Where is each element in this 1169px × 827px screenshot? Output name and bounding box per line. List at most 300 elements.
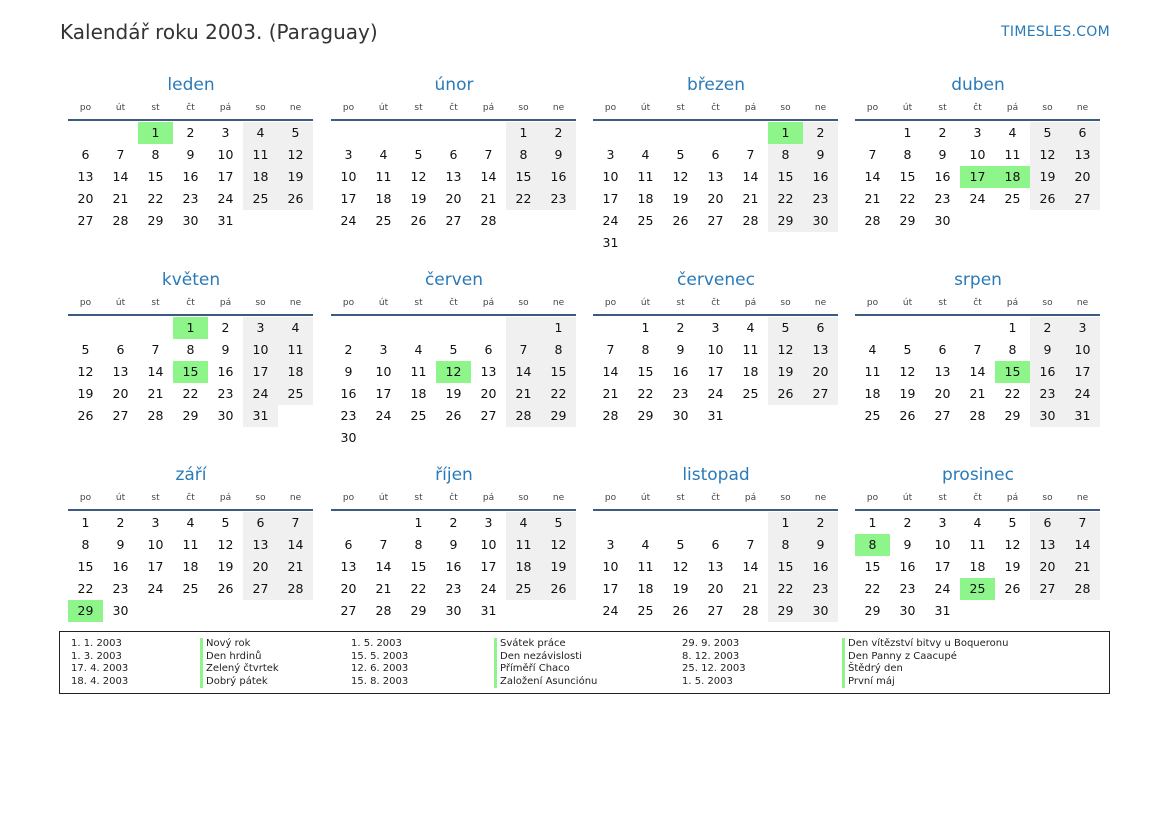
day-cell: 26 <box>1004 581 1021 596</box>
weekday-name: ne <box>1076 493 1089 503</box>
day-cell: 3 <box>606 537 615 552</box>
day-cell: 7 <box>746 537 755 552</box>
day-cell: 18 <box>506 556 541 578</box>
day-cell: 12 <box>217 537 234 552</box>
day-cell: 11 <box>410 364 427 379</box>
day-cell: 18 <box>182 559 199 574</box>
day-cell: 13 <box>707 559 724 574</box>
day-cell: 14 <box>480 169 497 184</box>
empty-day-cell <box>278 600 313 622</box>
day-cell: 12 <box>768 339 803 361</box>
day-cell: 26 <box>1030 188 1065 210</box>
empty-day-cell <box>733 512 768 534</box>
day-cell: 26 <box>672 603 689 618</box>
empty-day-cell <box>436 427 471 449</box>
weekday-name: st <box>414 298 423 308</box>
day-cell: 18 <box>637 191 654 206</box>
weekday-name: út <box>115 103 126 113</box>
day-cell: 13 <box>445 169 462 184</box>
day-cell: 30 <box>445 603 462 618</box>
day-cell: 1 <box>768 512 803 534</box>
weekday-name: po <box>866 103 879 113</box>
day-cell: 1 <box>903 125 912 140</box>
day-cell: 1 <box>506 122 541 144</box>
weekday-name: st <box>938 298 947 308</box>
day-cell: 19 <box>217 559 234 574</box>
week-row <box>68 317 314 339</box>
day-cell: 24 <box>375 408 392 423</box>
day-cell: 19 <box>672 581 689 596</box>
day-cell: 15 <box>147 169 164 184</box>
day-cell: 30 <box>803 600 838 622</box>
weekday-name: pá <box>219 493 232 503</box>
weekday-name: so <box>518 493 529 503</box>
day-cell: 4 <box>868 342 877 357</box>
empty-day-cell <box>768 232 803 254</box>
weekday-name: po <box>79 103 92 113</box>
day-cell: 30 <box>934 213 951 228</box>
day-cell: 2 <box>803 122 838 144</box>
day-cell: 19 <box>1030 166 1065 188</box>
day-cell: 21 <box>742 191 759 206</box>
day-cell: 10 <box>602 559 619 574</box>
day-cell: 24 <box>147 581 164 596</box>
day-cell: 4 <box>641 147 650 162</box>
day-cell: 21 <box>375 581 392 596</box>
day-cell: 8 <box>151 147 160 162</box>
day-cell: 4 <box>278 317 313 339</box>
day-cell: 21 <box>278 556 313 578</box>
day-cell: 9 <box>903 537 912 552</box>
day-cell: 16 <box>934 169 951 184</box>
holiday-date: 29. 9. 2003 <box>682 638 740 649</box>
weekday-name: pá <box>744 103 757 113</box>
month-březen <box>593 73 839 254</box>
weekday-name: st <box>676 493 685 503</box>
weekday-name: út <box>115 298 126 308</box>
weekday-name: čt <box>711 103 720 113</box>
day-cell: 13 <box>112 364 129 379</box>
week-row <box>593 600 839 622</box>
day-cell: 15 <box>768 556 803 578</box>
day-cell: 25 <box>410 408 427 423</box>
empty-day-cell <box>698 232 733 254</box>
day-cell: 14 <box>742 559 759 574</box>
empty-day-cell <box>960 317 995 339</box>
holiday-name: Štědrý den <box>842 663 1008 676</box>
day-cell: 18 <box>278 361 313 383</box>
day-cell: 16 <box>803 556 838 578</box>
week-row <box>593 122 839 144</box>
day-cell: 26 <box>899 408 916 423</box>
day-cell: 16 <box>182 169 199 184</box>
day-cell: 31 <box>602 235 619 250</box>
week-row <box>855 317 1101 339</box>
day-cell: 25 <box>278 383 313 405</box>
day-cell: 14 <box>742 169 759 184</box>
week-row <box>331 166 577 188</box>
day-cell: 9 <box>449 537 458 552</box>
day-cell: 31 <box>934 603 951 618</box>
day-cell: 9 <box>221 342 230 357</box>
weekday-name: čt <box>711 298 720 308</box>
legend-dates <box>682 638 746 688</box>
day-cell: 3 <box>151 515 160 530</box>
day-cell: 6 <box>803 317 838 339</box>
weekday-name: ne <box>1076 298 1089 308</box>
week-row <box>855 405 1101 427</box>
day-cell: 21 <box>742 581 759 596</box>
day-cell: 3 <box>606 147 615 162</box>
day-cell: 21 <box>1065 556 1100 578</box>
holiday-date: 15. 5. 2003 <box>351 650 409 662</box>
empty-day-cell <box>436 122 471 144</box>
empty-day-cell <box>278 405 313 427</box>
day-cell: 7 <box>868 147 877 162</box>
day-cell: 5 <box>1030 122 1065 144</box>
day-cell: 30 <box>112 603 129 618</box>
week-row <box>68 600 314 622</box>
day-cell: 28 <box>112 213 129 228</box>
holiday-day-cell: 15 <box>995 361 1030 383</box>
holiday-name: Nový rok <box>200 638 279 651</box>
day-cell: 6 <box>116 342 125 357</box>
month-červen <box>331 268 577 449</box>
day-cell: 18 <box>375 191 392 206</box>
weekday-name: čt <box>449 493 458 503</box>
holiday-day-cell: 25 <box>960 578 995 600</box>
weekday-header <box>68 292 314 314</box>
day-cell: 10 <box>969 147 986 162</box>
day-cell: 7 <box>506 339 541 361</box>
day-cell: 22 <box>637 386 654 401</box>
week-row <box>593 578 839 600</box>
day-cell: 7 <box>151 342 160 357</box>
day-cell: 23 <box>182 191 199 206</box>
day-cell: 28 <box>742 213 759 228</box>
weekday-name: st <box>414 493 423 503</box>
day-cell: 7 <box>973 342 982 357</box>
day-cell: 4 <box>379 147 388 162</box>
day-cell: 6 <box>1030 512 1065 534</box>
weekday-header <box>855 292 1101 314</box>
empty-day-cell <box>1030 210 1065 232</box>
empty-day-cell <box>1030 600 1065 622</box>
day-cell: 12 <box>410 169 427 184</box>
day-cell: 26 <box>541 578 576 600</box>
day-cell: 2 <box>116 515 125 530</box>
weekday-name: čt <box>973 298 982 308</box>
weekday-name: út <box>640 103 651 113</box>
weekday-name: pá <box>1006 298 1019 308</box>
week-row <box>593 556 839 578</box>
day-cell: 30 <box>340 430 357 445</box>
day-cell: 25 <box>182 581 199 596</box>
day-cell: 22 <box>541 383 576 405</box>
day-cell: 27 <box>77 213 94 228</box>
brand-link[interactable]: TIMESLES.COM <box>1001 24 1110 40</box>
holiday-date: 1. 5. 2003 <box>682 675 733 687</box>
day-cell: 22 <box>410 581 427 596</box>
weekday-name: st <box>151 493 160 503</box>
day-cell: 12 <box>541 534 576 556</box>
weekday-name: čt <box>711 493 720 503</box>
weekday-name: st <box>151 298 160 308</box>
day-cell: 3 <box>1065 317 1100 339</box>
day-cell: 18 <box>864 386 881 401</box>
week-row <box>68 188 314 210</box>
weekday-name: po <box>604 493 617 503</box>
day-cell: 5 <box>81 342 90 357</box>
week-row <box>331 188 577 210</box>
day-cell: 17 <box>602 581 619 596</box>
day-cell: 3 <box>243 317 278 339</box>
weekday-header <box>855 487 1101 509</box>
day-cell: 20 <box>77 191 94 206</box>
weekday-header <box>331 292 577 314</box>
weekday-name: pá <box>219 298 232 308</box>
empty-day-cell <box>663 512 698 534</box>
weekday-name: út <box>378 103 389 113</box>
day-cell: 22 <box>147 191 164 206</box>
day-cell: 12 <box>672 169 689 184</box>
day-cell: 19 <box>541 556 576 578</box>
weekday-name: ne <box>552 103 565 113</box>
day-cell: 14 <box>112 169 129 184</box>
empty-day-cell <box>173 600 208 622</box>
week-row <box>593 317 839 339</box>
day-cell: 23 <box>672 386 689 401</box>
day-cell: 5 <box>278 122 313 144</box>
day-cell: 23 <box>803 188 838 210</box>
day-cell: 27 <box>480 408 497 423</box>
month-name: prosinec <box>942 465 1014 485</box>
empty-day-cell <box>698 122 733 144</box>
holiday-name: První máj <box>842 676 1008 689</box>
day-cell: 2 <box>541 122 576 144</box>
day-cell: 10 <box>602 169 619 184</box>
day-cell: 8 <box>541 339 576 361</box>
day-cell: 8 <box>186 342 195 357</box>
weekday-name: pá <box>744 493 757 503</box>
weekday-name: čt <box>186 298 195 308</box>
month-listopad <box>593 463 839 622</box>
day-cell: 20 <box>480 386 497 401</box>
day-cell: 1 <box>414 515 423 530</box>
day-cell: 23 <box>445 581 462 596</box>
week-row <box>331 339 577 361</box>
weekday-name: so <box>780 298 791 308</box>
day-cell: 14 <box>278 534 313 556</box>
week-row <box>331 317 577 339</box>
day-cell: 15 <box>506 166 541 188</box>
day-cell: 17 <box>340 191 357 206</box>
month-name: duben <box>951 75 1005 95</box>
day-cell: 11 <box>243 144 278 166</box>
day-cell: 28 <box>506 405 541 427</box>
weekday-name: út <box>378 298 389 308</box>
empty-day-cell <box>803 232 838 254</box>
day-cell: 12 <box>1004 537 1021 552</box>
week-row <box>855 339 1101 361</box>
day-cell: 15 <box>637 364 654 379</box>
day-cell: 10 <box>375 364 392 379</box>
day-cell: 13 <box>934 364 951 379</box>
day-cell: 11 <box>637 559 654 574</box>
empty-day-cell <box>506 427 541 449</box>
day-cell: 3 <box>344 147 353 162</box>
day-cell: 28 <box>375 603 392 618</box>
empty-day-cell <box>541 210 576 232</box>
day-cell: 28 <box>480 213 497 228</box>
month-červenec <box>593 268 839 427</box>
day-cell: 1 <box>868 515 877 530</box>
weekday-header <box>593 97 839 119</box>
day-cell: 30 <box>182 213 199 228</box>
holiday-date: 8. 12. 2003 <box>682 650 740 662</box>
week-row <box>68 578 314 600</box>
week-row <box>855 600 1101 622</box>
day-cell: 27 <box>112 408 129 423</box>
empty-day-cell <box>768 405 803 427</box>
empty-day-cell <box>663 122 698 144</box>
empty-day-cell <box>471 317 506 339</box>
week-row <box>68 361 314 383</box>
day-cell: 9 <box>676 342 685 357</box>
empty-day-cell <box>366 427 401 449</box>
day-cell: 14 <box>864 169 881 184</box>
day-cell: 13 <box>1065 144 1100 166</box>
day-cell: 19 <box>899 386 916 401</box>
day-cell: 6 <box>449 147 458 162</box>
legend-names <box>494 638 597 688</box>
day-cell: 1 <box>81 515 90 530</box>
day-cell: 4 <box>973 515 982 530</box>
day-cell: 16 <box>899 559 916 574</box>
day-cell: 20 <box>707 191 724 206</box>
empty-day-cell <box>331 317 366 339</box>
day-cell: 24 <box>602 603 619 618</box>
day-cell: 5 <box>676 537 685 552</box>
day-cell: 16 <box>672 364 689 379</box>
week-row <box>855 361 1101 383</box>
day-cell: 24 <box>707 386 724 401</box>
day-cell: 3 <box>379 342 388 357</box>
week-row <box>593 188 839 210</box>
day-cell: 10 <box>340 169 357 184</box>
month-name: červen <box>424 270 484 290</box>
day-cell: 15 <box>768 166 803 188</box>
holiday-day-cell: 29 <box>68 600 103 622</box>
day-cell: 7 <box>1065 512 1100 534</box>
day-cell: 29 <box>410 603 427 618</box>
day-cell: 28 <box>147 408 164 423</box>
holiday-date: 25. 12. 2003 <box>682 663 746 674</box>
month-srpen <box>855 268 1101 427</box>
month-únor <box>331 73 577 232</box>
day-cell: 16 <box>803 166 838 188</box>
weekday-name: po <box>342 493 355 503</box>
empty-day-cell <box>506 317 541 339</box>
week-row <box>68 339 314 361</box>
day-cell: 4 <box>506 512 541 534</box>
day-cell: 29 <box>182 408 199 423</box>
holiday-name: Zelený čtvrtek <box>200 663 279 676</box>
day-cell: 2 <box>221 320 230 335</box>
empty-day-cell <box>331 122 366 144</box>
month-name: listopad <box>682 465 750 485</box>
calendar-grid <box>68 73 1102 633</box>
holiday-day-cell: 12 <box>436 361 471 383</box>
day-cell: 6 <box>81 147 90 162</box>
day-cell: 26 <box>278 188 313 210</box>
day-cell: 16 <box>541 166 576 188</box>
day-cell: 7 <box>379 537 388 552</box>
day-cell: 26 <box>410 213 427 228</box>
day-cell: 16 <box>217 364 234 379</box>
weekday-name: po <box>79 493 92 503</box>
day-cell: 17 <box>602 191 619 206</box>
week-row <box>331 556 577 578</box>
day-cell: 28 <box>602 408 619 423</box>
day-cell: 29 <box>1004 408 1021 423</box>
holiday-date: 1. 1. 2003 <box>71 638 122 649</box>
day-cell: 5 <box>414 147 423 162</box>
week-row <box>593 361 839 383</box>
day-cell: 29 <box>768 600 803 622</box>
weekday-name: so <box>255 493 266 503</box>
empty-day-cell <box>541 600 576 622</box>
day-cell: 10 <box>217 147 234 162</box>
week-row <box>68 122 314 144</box>
day-cell: 23 <box>217 386 234 401</box>
day-cell: 10 <box>1065 339 1100 361</box>
week-row <box>593 383 839 405</box>
weekday-name: st <box>676 298 685 308</box>
day-cell: 30 <box>803 210 838 232</box>
day-cell: 11 <box>637 169 654 184</box>
day-cell: 27 <box>1065 188 1100 210</box>
weekday-name: pá <box>1006 103 1019 113</box>
day-cell: 17 <box>217 169 234 184</box>
day-cell: 28 <box>864 213 881 228</box>
weekday-name: po <box>342 298 355 308</box>
month-květen <box>68 268 314 427</box>
holiday-day-cell: 8 <box>855 534 890 556</box>
weekday-name: út <box>640 493 651 503</box>
empty-day-cell <box>366 512 401 534</box>
empty-day-cell <box>243 210 278 232</box>
day-cell: 3 <box>711 320 720 335</box>
day-cell: 15 <box>541 361 576 383</box>
month-září <box>68 463 314 622</box>
empty-day-cell <box>663 232 698 254</box>
day-cell: 21 <box>969 386 986 401</box>
day-cell: 13 <box>340 559 357 574</box>
day-cell: 31 <box>707 408 724 423</box>
weekday-name: ne <box>289 298 302 308</box>
day-cell: 16 <box>445 559 462 574</box>
day-cell: 11 <box>375 169 392 184</box>
day-cell: 10 <box>147 537 164 552</box>
weekday-name: ne <box>289 493 302 503</box>
empty-day-cell <box>628 512 663 534</box>
weekday-name: ne <box>814 298 827 308</box>
empty-day-cell <box>103 122 138 144</box>
day-cell: 16 <box>1030 361 1065 383</box>
day-cell: 20 <box>340 581 357 596</box>
empty-day-cell <box>925 317 960 339</box>
